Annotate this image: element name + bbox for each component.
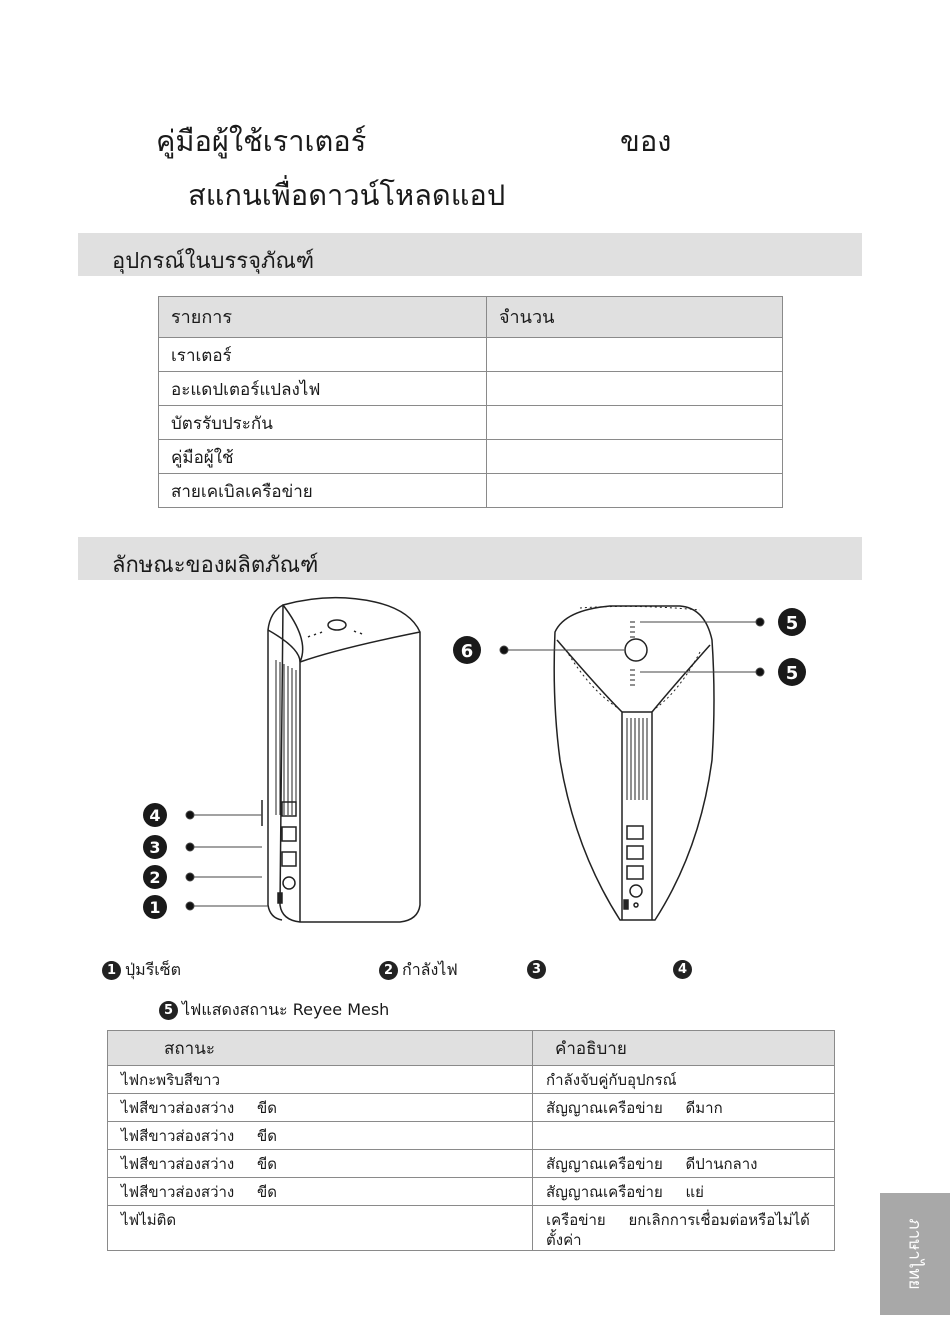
package-table	[158, 296, 783, 508]
desc-cell: กำลังจับคู่กับอุปกรณ์	[533, 1066, 835, 1094]
package-col-qty: จำนวน	[487, 297, 783, 338]
package-col-item: รายการ	[159, 297, 487, 338]
table-row	[159, 440, 783, 474]
router-front-view	[554, 606, 714, 920]
table-row	[159, 474, 783, 508]
table-row	[108, 1178, 835, 1206]
package-qty	[487, 474, 783, 508]
legend-num-3: 3	[527, 960, 546, 979]
package-item: คู่มือผู้ใช้	[159, 440, 487, 474]
table-row	[159, 406, 783, 440]
status-cell: ไฟไม่ติด	[108, 1206, 533, 1251]
language-side-tab	[880, 1193, 950, 1315]
package-item: เราเตอร์	[159, 338, 487, 372]
status-cell: ไฟสีขาวส่องสว่าง ขีด	[108, 1150, 533, 1178]
legend-num-5: 5	[159, 1001, 178, 1020]
legend-item-3	[527, 960, 550, 979]
package-qty	[487, 338, 783, 372]
title-line1: คู่มือผู้ใช้เราเตอร์	[156, 124, 367, 158]
table-row	[108, 1150, 835, 1178]
status-table	[107, 1030, 835, 1251]
table-row	[159, 372, 783, 406]
status-col-status: สถานะ	[108, 1031, 533, 1066]
callout-1: 1	[149, 898, 161, 917]
callout-3: 3	[149, 838, 161, 857]
package-section-band	[78, 233, 862, 276]
router-side-view	[262, 598, 420, 922]
callout-5-bottom: 5	[785, 663, 799, 684]
features-section-band	[78, 537, 862, 580]
title-line2: สแกนเพื่อดาวน์โหลดแอป	[188, 178, 506, 212]
callout-2: 2	[149, 868, 161, 887]
table-row	[108, 1066, 835, 1094]
legend-item-4	[673, 960, 696, 979]
title-line1-right: ของ	[620, 124, 672, 158]
left-callouts	[143, 803, 167, 919]
router-illustration	[0, 590, 950, 940]
package-item: อะแดปเตอร์แปลงไฟ	[159, 372, 487, 406]
desc-cell: เครือข่าย ยกเลิกการเชื่อมต่อหรือไม่ได้ตั้งค่า	[533, 1206, 835, 1251]
status-cell: ไฟสีขาวส่องสว่าง ขีด	[108, 1178, 533, 1206]
table-row	[159, 338, 783, 372]
legend-num-4: 4	[673, 960, 692, 979]
callout-5-top: 5	[785, 613, 799, 634]
legend-label-1: ปุ่มรีเซ็ต	[125, 960, 182, 979]
callout-6: 6	[460, 641, 474, 662]
status-cell: ไฟกะพริบสีขาว	[108, 1066, 533, 1094]
package-heading: อุปกรณ์ในบรรจุภัณฑ์	[112, 249, 315, 274]
table-row	[108, 1094, 835, 1122]
legend-label-2: กำลังไฟ	[402, 960, 458, 979]
desc-cell: สัญญาณเครือข่าย แย่	[533, 1178, 835, 1206]
desc-cell: สัญญาณเครือข่าย ดีปานกลาง	[533, 1150, 835, 1178]
legend-label-5: ไฟแสดงสถานะ Reyee Mesh	[182, 1000, 390, 1019]
legend-num-2: 2	[379, 961, 398, 980]
desc-cell: สัญญาณเครือข่าย ดีมาก	[533, 1094, 835, 1122]
package-qty	[487, 406, 783, 440]
status-col-desc: คำอธิบาย	[533, 1031, 835, 1066]
table-row	[108, 1122, 835, 1150]
legend-item-1	[102, 958, 181, 983]
features-heading: ลักษณะของผลิตภัณฑ์	[112, 553, 319, 578]
status-cell: ไฟสีขาวส่องสว่าง ขีด	[108, 1122, 533, 1150]
callout-4: 4	[149, 806, 161, 825]
legend-num-1: 1	[102, 961, 121, 980]
table-row	[108, 1206, 835, 1251]
package-qty	[487, 440, 783, 474]
legend-item-5	[159, 998, 389, 1023]
language-tab-label: ภาษาไทย	[904, 1218, 925, 1290]
desc-cell	[533, 1122, 835, 1150]
package-item: บัตรรับประกัน	[159, 406, 487, 440]
status-cell: ไฟสีขาวส่องสว่าง ขีด	[108, 1094, 533, 1122]
package-item: สายเคเบิลเครือข่าย	[159, 474, 487, 508]
package-qty	[487, 372, 783, 406]
legend-item-2	[379, 958, 458, 983]
